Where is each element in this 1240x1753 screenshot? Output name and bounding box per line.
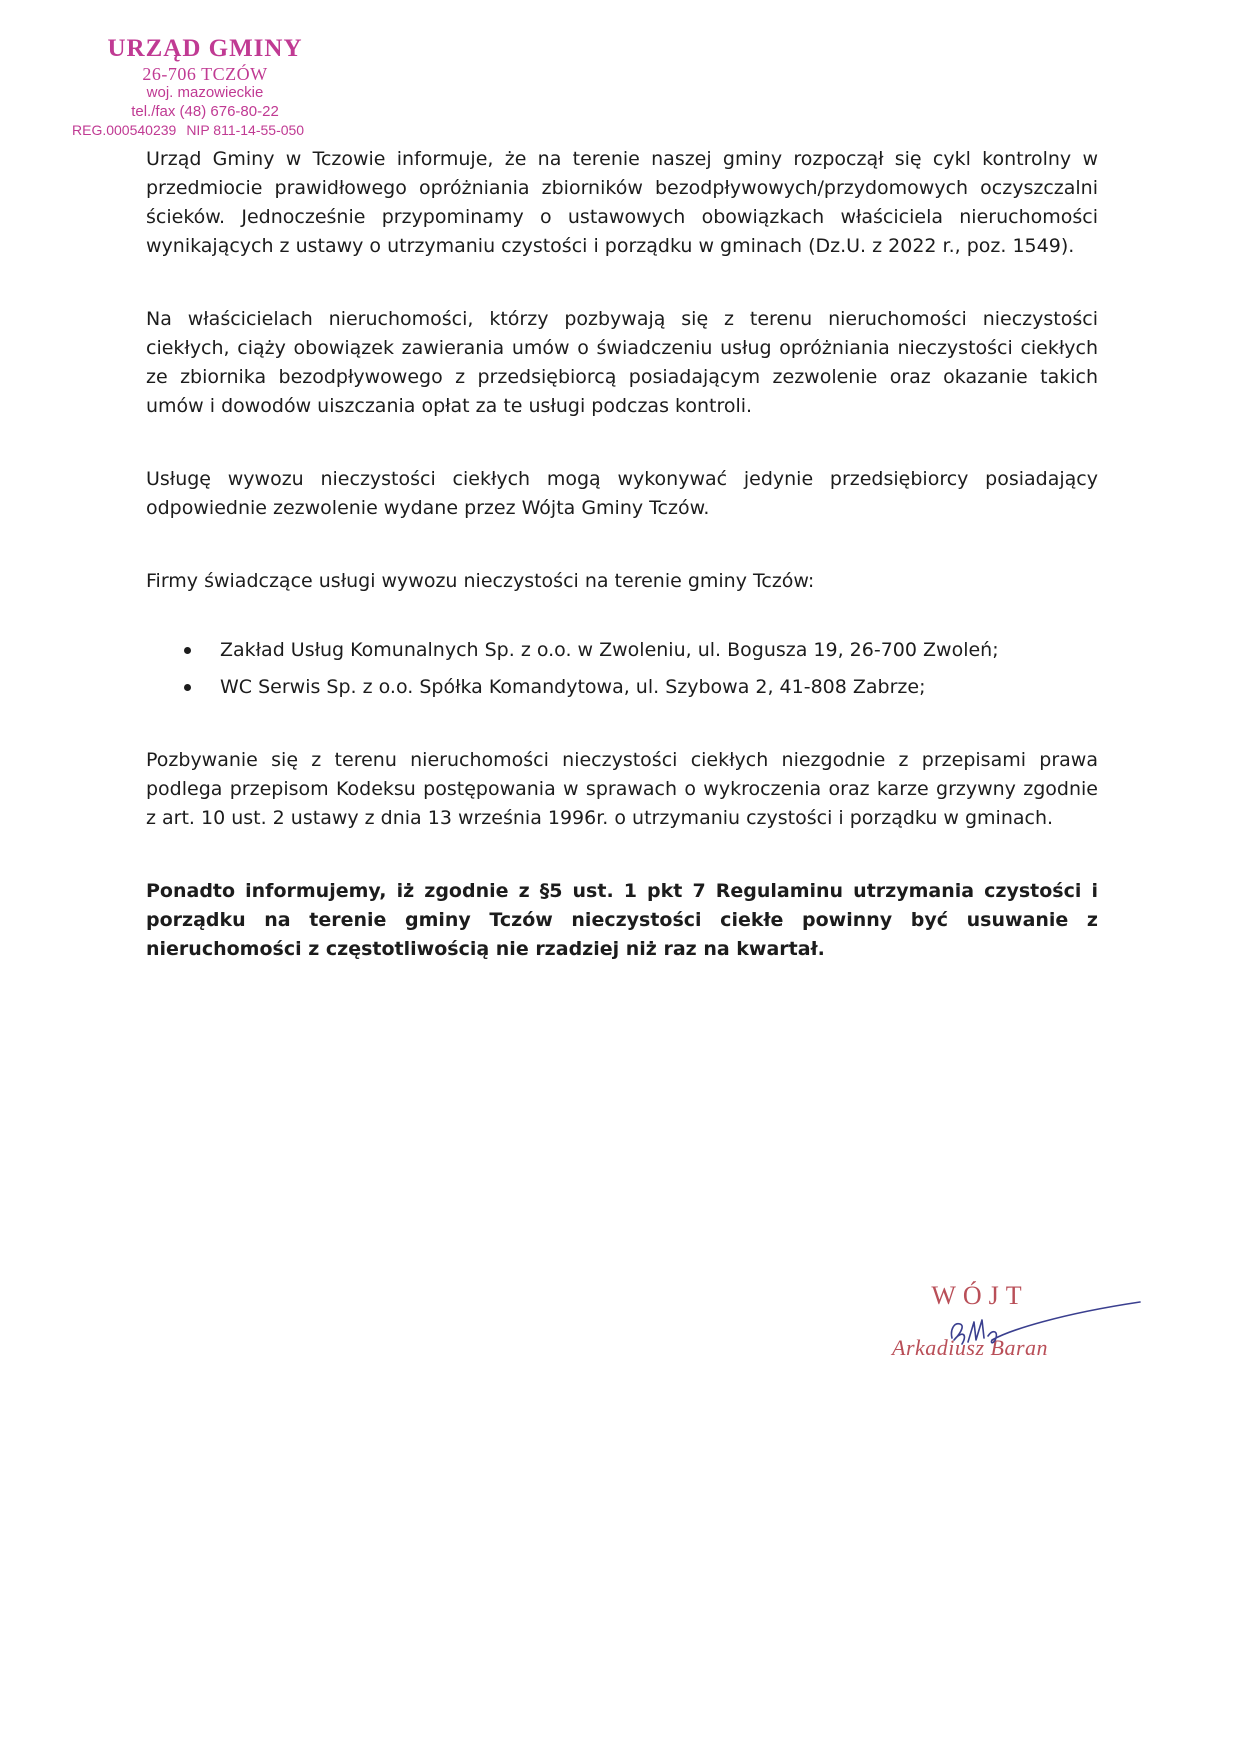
paragraph-frequency-rule: Ponadto informujemy, iż zgodnie z §5 ust. 1 pkt 7 Regulaminu utrzymania czystości i porządku na terenie gminy Tczów nieczystości ciekłe powinny być usuwanie z nieruchomości z częstotliwością nie rzadziej niż raz na kwartał. xyxy=(146,880,1098,960)
stamp-ids xyxy=(72,121,350,139)
stamp-nip-number: NIP 811-14-55-050 xyxy=(186,122,305,138)
handwritten-signature xyxy=(940,1300,1180,1360)
firms-list xyxy=(146,632,1098,706)
list-item-firm: Zakład Usług Komunalnych Sp. z o.o. w Zwoleniu, ul. Bogusza 19, 26-700 Zwoleń; xyxy=(184,632,1098,669)
stamp-postal-address: 26-706 TCZÓW xyxy=(142,64,268,84)
paragraph-penalties: Pozbywanie się z terenu nieruchomości nieczystości ciekłych niezgodnie z przepisami prawa podlega przepisom Kodeksu postępowania w sprawach o wykroczenia oraz karze grzywny zgodnie z art. 10 ust. 2 ustawy z dnia 13 września 1996r. o utrzymaniu czystości i porządku w gminach. xyxy=(146,749,1098,829)
signature-name: Arkadiusz Baran xyxy=(892,1335,1048,1360)
paragraph-permit-requirement: Usługę wywozu nieczystości ciekłych mogą wykonywać jedynie przedsiębiorcy posiadający odpowiednie zezwolenie wydane przez Wójta Gminy Tczów. xyxy=(146,468,1098,519)
stamp-phone: tel./fax (48) 676-80-22 xyxy=(131,103,279,120)
stamp-reg-number: REG.000540239 xyxy=(72,122,177,138)
paragraph-inspection-notice: Urząd Gminy w Tczowie informuje, że na terenie naszej gminy rozpoczął się cykl kontrolny w przedmiocie prawidłowego opróżniania zbiorników bezodpływowych/przydomowych oczyszczalni ścieków. Jednocześnie przypominamy o ustawowych obowiązkach właściciela nieruchomości wynikających z ustawy o utrzymaniu czystości i porządku w gminach (Dz.U. z 2022 r., poz. 1549). xyxy=(146,148,1098,257)
office-stamp xyxy=(60,34,350,139)
paragraph-owner-obligations: Na właścicielach nieruchomości, którzy pozbywają się z terenu nieruchomości nieczystości ciekłych, ciąży obowiązek zawierania umów o świadczeniu usług opróżniania nieczystości ciekłych ze zbiornika bezodpływowego z przedsiębiorcą posiadającym zezwolenie oraz okazanie takich umów i dowodów uiszczania opłat za te usługi podczas kontroli. xyxy=(146,308,1098,417)
stamp-office-name: URZĄD GMINY xyxy=(107,35,303,62)
paragraph-firms-intro: Firmy świadczące usługi wywozu nieczystości na terenie gminy Tczów: xyxy=(146,570,815,592)
signature-stamp xyxy=(850,1280,1090,1362)
letter-body xyxy=(146,145,1098,964)
stamp-region: woj. mazowieckie xyxy=(146,84,264,101)
list-item-firm: WC Serwis Sp. z o.o. Spółka Komandytowa, ul. Szybowa 2, 41-808 Zabrze; xyxy=(184,669,1098,706)
signature-title: WÓJT xyxy=(931,1281,1029,1310)
